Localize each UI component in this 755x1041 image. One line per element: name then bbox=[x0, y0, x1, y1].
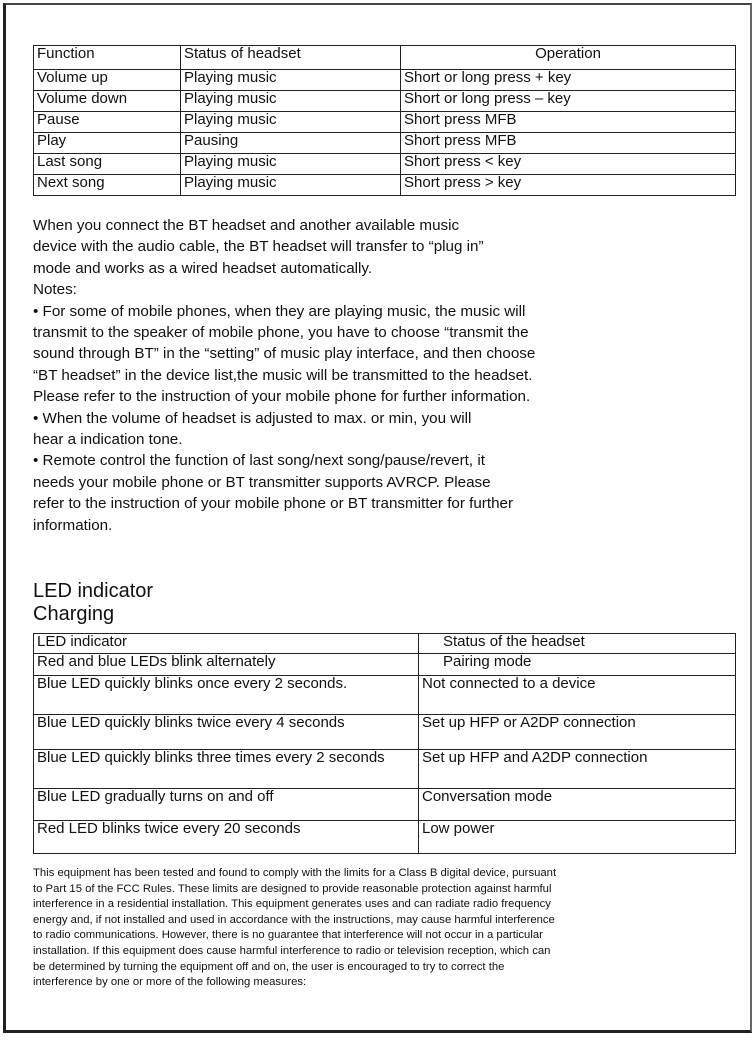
table-cell: Operation bbox=[401, 46, 736, 70]
table-cell: Function bbox=[34, 46, 181, 70]
table-cell: Blue LED gradually turns on and off bbox=[34, 789, 419, 821]
text-line: When you connect the BT headset and another available music bbox=[33, 217, 460, 234]
table-row bbox=[34, 789, 736, 821]
table-cell: Blue LED quickly blinks once every 2 seconds. bbox=[34, 676, 419, 715]
table-cell: Short press < key bbox=[401, 154, 736, 175]
table-header-row bbox=[34, 46, 736, 70]
table-row bbox=[34, 91, 736, 112]
table-row bbox=[34, 676, 736, 715]
table-row bbox=[34, 715, 736, 750]
table-row bbox=[34, 654, 736, 676]
text-line: information. bbox=[33, 516, 113, 534]
text-line: Please refer to the instruction of your mobile phone for further information. bbox=[33, 388, 531, 406]
text-line: interference by one or more of the following measures: bbox=[33, 976, 307, 989]
table-cell: Play bbox=[34, 133, 181, 154]
table-row bbox=[34, 821, 736, 854]
text-line: transmit to the speaker of mobile phone, you have to choose “transmit the bbox=[33, 324, 529, 342]
table-cell: Set up HFP and A2DP connection bbox=[419, 750, 736, 789]
fcc-statement bbox=[33, 866, 556, 991]
text-line: sound through BT” in the “setting” of music play interface, and then choose bbox=[33, 345, 536, 363]
table-cell: Red LED blinks twice every 20 seconds bbox=[34, 821, 419, 854]
table-cell: Conversation mode bbox=[419, 789, 736, 821]
table-row bbox=[34, 112, 736, 133]
table-cell: Playing music bbox=[181, 175, 401, 196]
table-row bbox=[34, 70, 736, 91]
led-table bbox=[33, 633, 736, 854]
table-row bbox=[34, 133, 736, 154]
text-line: refer to the instruction of your mobile phone or BT transmitter for further bbox=[33, 495, 514, 513]
led-indicator-heading: LED indicator bbox=[33, 580, 154, 602]
text-line: “BT headset” in the device list,the music will be transmitted to the headset. bbox=[33, 366, 533, 384]
table-row bbox=[34, 175, 736, 196]
table-cell: Short press MFB bbox=[401, 112, 736, 133]
table-cell: Playing music bbox=[181, 112, 401, 133]
table-cell: Short or long press + key bbox=[401, 70, 736, 91]
table-cell: Volume up bbox=[34, 70, 181, 91]
table-cell: Playing music bbox=[181, 91, 401, 112]
table-cell: Pairing mode bbox=[419, 654, 736, 676]
table-cell: LED indicator bbox=[34, 634, 419, 654]
text-line: Notes: bbox=[33, 281, 77, 299]
text-line: hear a indication tone. bbox=[33, 431, 183, 449]
table-header-row bbox=[34, 634, 736, 654]
table-cell: Status of the headset bbox=[419, 634, 736, 654]
table-cell: Playing music bbox=[181, 70, 401, 91]
table-cell: Short or long press – key bbox=[401, 91, 736, 112]
text-line: needs your mobile phone or BT transmitter supports AVRCP. Please bbox=[33, 473, 491, 491]
text-line: device with the audio cable, the BT headset will transfer to “plug in” bbox=[33, 238, 484, 256]
table-cell: Volume down bbox=[34, 91, 181, 112]
table-row bbox=[34, 750, 736, 789]
table-cell: Status of headset bbox=[181, 46, 401, 70]
text-line: energy and, if not installed and used in accordance with the instructions, may cause harmful interference bbox=[33, 913, 555, 926]
text-line: • Remote control the function of last song/next song/pause/revert, it bbox=[33, 452, 485, 470]
text-line: be determined by turning the equipment off and on, the user is encouraged to try to correct the bbox=[33, 960, 505, 973]
text-line: interference in a residential installation. This equipment generates uses and can radiate radio frequency bbox=[33, 898, 551, 911]
table-cell: Red and blue LEDs blink alternately bbox=[34, 654, 419, 676]
table-cell: Short press > key bbox=[401, 175, 736, 196]
table-cell: Set up HFP or A2DP connection bbox=[419, 715, 736, 750]
table-cell: Blue LED quickly blinks twice every 4 seconds bbox=[34, 715, 419, 750]
usage-notes bbox=[33, 215, 535, 536]
text-line: • When the volume of headset is adjusted to max. or min, you will bbox=[33, 409, 472, 427]
text-line: to Part 15 of the FCC Rules. These limits are designed to provide reasonable protection against harmful bbox=[33, 882, 552, 895]
table-cell: Next song bbox=[34, 175, 181, 196]
table-cell: Short press MFB bbox=[401, 133, 736, 154]
text-line: mode and works as a wired headset automatically. bbox=[33, 259, 373, 277]
table-cell: Blue LED quickly blinks three times every 2 seconds bbox=[34, 750, 419, 789]
controls-table bbox=[33, 45, 736, 196]
table-cell: Pausing bbox=[181, 133, 401, 154]
text-line: installation. If this equipment does cause harmful interference to radio or television reception, which can bbox=[33, 944, 551, 957]
text-line: • For some of mobile phones, when they are playing music, the music will bbox=[33, 302, 526, 320]
table-cell: Not connected to a device bbox=[419, 676, 736, 715]
text-line: to radio communications. However, there is no guarantee that interference will not occur in a particular bbox=[33, 929, 543, 942]
charging-heading: Charging bbox=[33, 603, 115, 625]
table-cell: Playing music bbox=[181, 154, 401, 175]
table-row bbox=[34, 154, 736, 175]
table-cell: Pause bbox=[34, 112, 181, 133]
text-line: This equipment has been tested and found to comply with the limits for a Class B digital device, pursuant bbox=[33, 867, 557, 879]
table-cell: Last song bbox=[34, 154, 181, 175]
table-cell: Low power bbox=[419, 821, 736, 854]
